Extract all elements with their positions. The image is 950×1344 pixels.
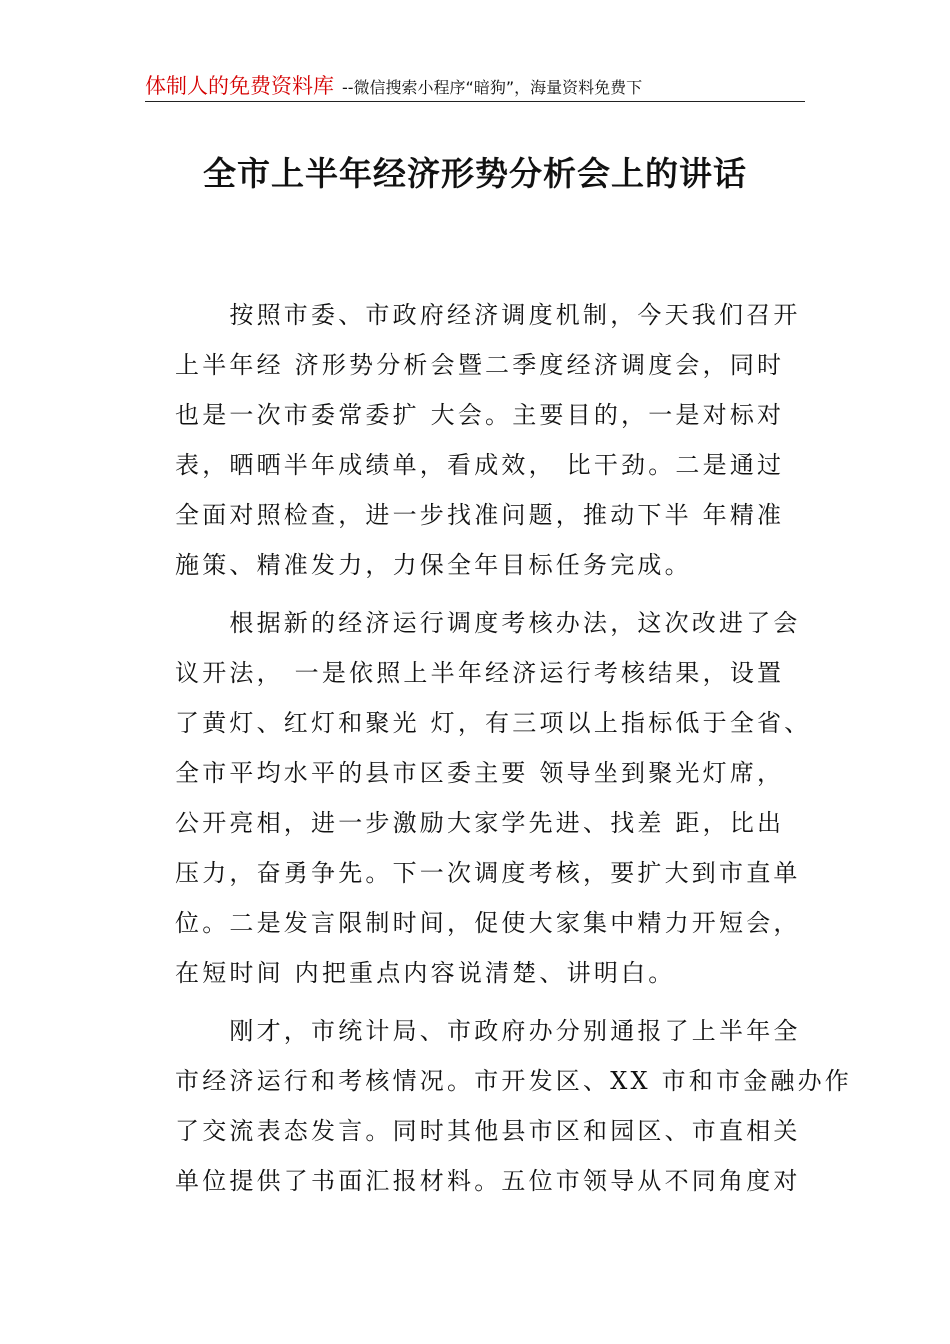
- header-note: --微信搜索小程序“暗狗”，海量资料免费下: [342, 78, 643, 97]
- text-line: 上半年经 济形势分析会暨二季度经济调度会，同时: [175, 351, 785, 379]
- document-body: [175, 290, 852, 1214]
- document-title: 全市上半年经济形势分析会上的讲话: [203, 154, 747, 193]
- text-line: 施策、精准发力，力保全年目标任务完成。: [175, 551, 692, 579]
- page-header: [145, 70, 805, 100]
- header-divider: [145, 101, 805, 102]
- text-line: 压力，奋勇争先。下一次调度考核，要扩大到市直单: [175, 859, 801, 887]
- header-brand: 体制人的免费资料库: [145, 74, 334, 98]
- text-line: 全市平均水平的县市区委主要 领导坐到聚光灯席，: [175, 759, 785, 787]
- text-line: 按照市委、市政府经济调度机制，今天我们召开: [175, 301, 801, 329]
- text-line: 议开法， 一是依照上半年经济运行考核结果，设置: [175, 659, 785, 687]
- text-line: 单位提供了书面汇报材料。五位市领导从不同角度对: [175, 1167, 801, 1195]
- paragraph: [175, 1006, 852, 1206]
- text-line: 根据新的经济运行调度考核办法，这次改进了会: [175, 609, 801, 637]
- text-line: 也是一次市委常委扩 大会。主要目的，一是对标对: [175, 401, 785, 429]
- text-line: 刚才，市统计局、市政府办分别通报了上半年全: [175, 1017, 801, 1045]
- text-line: 位。二是发言限制时间，促使大家集中精力开短会，: [175, 909, 801, 937]
- text-line: 在短时间 内把重点内容说清楚、讲明白。: [175, 959, 676, 987]
- text-line: 表，晒晒半年成绩单，看成效， 比干劲。二是通过: [175, 451, 785, 479]
- text-line: 市经济运行和考核情况。市开发区、XX 市和市金融办作: [175, 1067, 852, 1095]
- text-line: 全面对照检查，进一步找准问题，推动下半 年精准: [175, 501, 785, 529]
- text-line: 了黄灯、红灯和聚光 灯，有三项以上指标低于全省、: [175, 709, 812, 737]
- paragraph: [175, 290, 801, 590]
- paragraph: [175, 598, 812, 998]
- text-line: 公开亮相，进一步激励大家学先进、找差 距，比出: [175, 809, 785, 837]
- text-line: 了交流表态发言。同时其他县市区和园区、市直相关: [175, 1117, 801, 1145]
